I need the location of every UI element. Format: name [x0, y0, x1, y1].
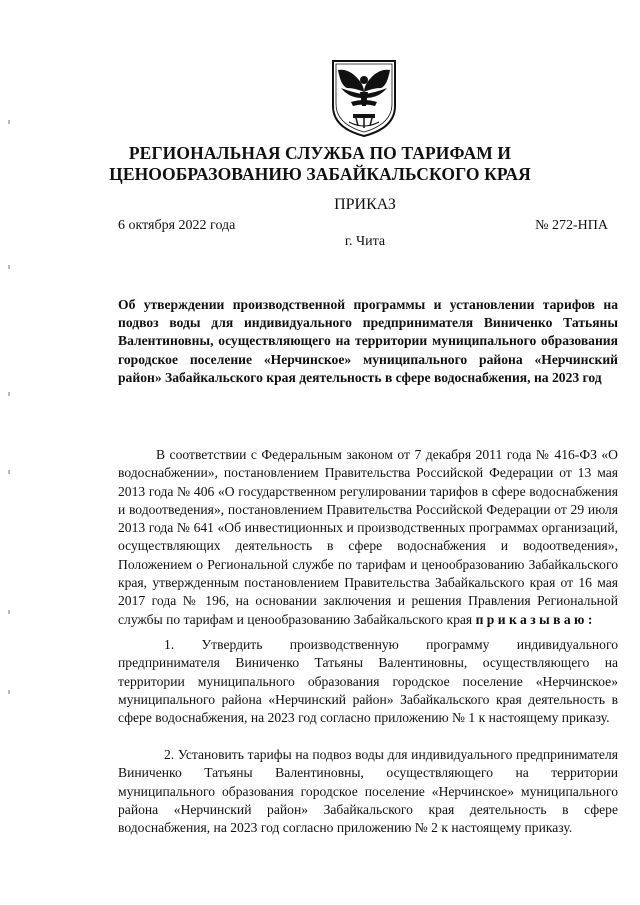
- scan-edge-marks: [8, 0, 12, 905]
- preamble-paragraph: [118, 446, 618, 629]
- document-number: № 272-НПА: [535, 218, 608, 233]
- order-item-2: [118, 746, 618, 837]
- agency-name: [60, 143, 580, 185]
- agency-line-1: РЕГИОНАЛЬНАЯ СЛУЖБА ПО ТАРИФАМ И: [128, 143, 512, 163]
- order-item-1: [118, 636, 618, 727]
- document-city: г. Чита: [344, 234, 386, 249]
- coat-of-arms-icon: [329, 58, 399, 138]
- order-word: приказываю:: [475, 611, 596, 627]
- document-subject: Об утверждении производственной программы и установлении тарифов на подвоз воды для индивидуального предпринимателя Виниченко Татьяны Валентиновны, осуществляющего на территории муниципального образования городское поселение «Нерчинское» муниципального района «Нерчинский район» Забайкальского края деятельность в сфере водоснабжения, на 2023 год: [118, 297, 618, 385]
- document-type: ПРИКАЗ: [334, 196, 396, 213]
- order-item-1-text: 1. Утвердить производственную программу индивидуального предпринимателя Виниченко Татьяны Валентиновны, осуществляющего на территории муниципального образования городское поселение «Нерчинское» муниципального района «Нерчинский район» Забайкальского края деятельность в сфере водоснабжения, на 2023 год согласно приложению № 1 к настоящему приказу.: [118, 637, 618, 726]
- order-item-2-text: 2. Установить тарифы на подвоз воды для индивидуального предпринимателя Виниченко Татьяны Валентиновны, осуществляющего на территории муниципального образования городское поселение «Нерчинское» муниципального района «Нерчинский район» Забайкальского края деятельность в сфере водоснабжения, на 2023 год согласно приложению № 2 к настоящему приказу.: [118, 747, 618, 836]
- preamble-text: В соответствии с Федеральным законом от 7 декабря 2011 года № 416-ФЗ «О водоснабжении», постановлением Правительства Российской Федерации от 13 мая 2013 года № 406 «О государственном регулировании тарифов в сфере водоснабжения и водоотведения», постановлением Правительства Российской Федерации от 29 июля 2013 года № 641 «Об инвестиционных и производственных программах организаций, осуществляющих деятельность в сфере водоснабжения и водоотведения», Положением о Региональной службе по тарифам и ценообразованию Забайкальского края, утвержденным постановлением Правительства Забайкальского края от 16 мая 2017 года № 196, на основании заключения и решения Правления Региональной службы по тарифам и ценообразованию Забайкальского края: [118, 447, 618, 627]
- document-date: 6 октября 2022 года: [118, 218, 236, 233]
- agency-line-2: ЦЕНООБРАЗОВАНИЮ ЗАБАЙКАЛЬСКОГО КРАЯ: [109, 164, 531, 184]
